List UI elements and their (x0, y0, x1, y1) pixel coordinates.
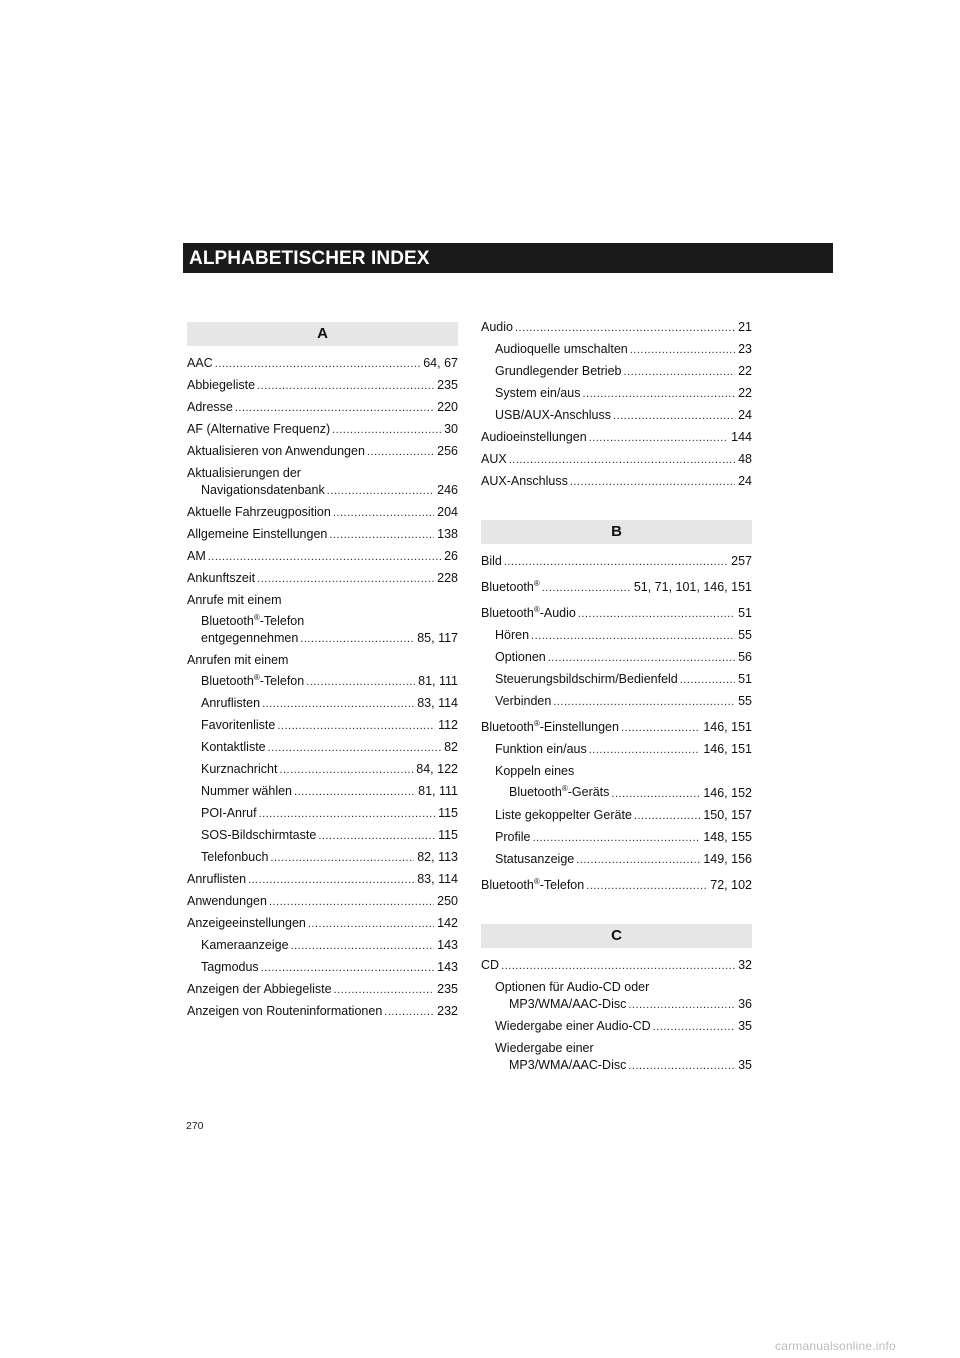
entry-label: Anzeigen von Routeninformationen (187, 1004, 383, 1019)
entry-row (481, 873, 752, 895)
entry-page-link[interactable]: 83, 114 (417, 696, 458, 711)
entry-page-link[interactable]: 235 (437, 378, 458, 392)
entry-label: POI-Anruf (201, 806, 257, 821)
entry-heading-line: Bluetooth®-Telefon (201, 613, 305, 629)
index-entry (481, 955, 752, 977)
entry-label: Bluetooth® (481, 579, 540, 595)
entry-row (481, 429, 752, 447)
entry-page-link[interactable]: 81, 111 (418, 784, 458, 799)
index-entry (187, 650, 458, 693)
dot-leader (291, 938, 435, 955)
index-entry (187, 590, 458, 650)
entry-row (201, 717, 458, 735)
entry-label: Anruflisten (187, 872, 247, 887)
entry-page-link[interactable]: 115 (438, 806, 458, 821)
index-subentry (187, 715, 458, 737)
index-entry (187, 979, 458, 1001)
entry-label: Anwendungen (187, 894, 267, 909)
entry-row (495, 385, 752, 403)
index-subentry (481, 977, 752, 1016)
entry-page-link[interactable]: 204 (437, 505, 458, 519)
index-subentry (187, 759, 458, 781)
index-subentry (187, 935, 458, 957)
entry-label: Adresse (187, 400, 233, 414)
index-subentry (187, 781, 458, 803)
dot-leader (300, 631, 414, 648)
entry-row (495, 807, 752, 825)
entry-row (201, 761, 458, 779)
dot-leader (333, 505, 434, 522)
dot-leader (269, 894, 434, 911)
entry-row (481, 319, 752, 337)
entry-page-link[interactable]: 148, 155 (703, 829, 752, 844)
index-subentry (481, 827, 752, 849)
watermark-text: carmanualsonline.info (775, 1339, 896, 1353)
dot-leader (531, 628, 735, 645)
section-letter-b: B (481, 520, 752, 544)
entry-row (495, 1018, 752, 1036)
dot-leader (548, 650, 735, 667)
entry-row (201, 739, 458, 757)
entry-label: Anruflisten (201, 696, 261, 711)
index-entry (481, 427, 752, 449)
entry-page-link[interactable]: 115 (438, 828, 458, 843)
dot-leader (270, 850, 414, 867)
entry-page-link[interactable]: 138 (437, 527, 458, 541)
registered-mark: ® (533, 719, 540, 729)
entry-row (201, 827, 458, 845)
entry-row (187, 377, 458, 395)
entry-page-link[interactable]: 146, 151 (703, 742, 752, 757)
entry-heading-line: Anrufe mit einem (187, 593, 282, 607)
dot-leader (611, 786, 700, 803)
registered-mark: ® (533, 876, 540, 886)
dot-leader (623, 364, 735, 381)
entry-row (495, 829, 752, 847)
entry-page-link[interactable]: 24 (738, 474, 752, 488)
dot-leader (384, 1004, 434, 1021)
entry-page-link[interactable]: 82 (444, 740, 458, 755)
dot-leader (501, 958, 735, 975)
index-entry (187, 546, 458, 568)
index-title: ALPHABETISCHER INDEX (189, 248, 430, 269)
entry-row (201, 849, 458, 867)
entry-heading-line: Wiedergabe einer (495, 1040, 594, 1055)
index-entry (187, 502, 458, 524)
entry-label: MP3/WMA/AAC-Disc (509, 996, 627, 1011)
dot-leader (259, 806, 435, 823)
entry-page-link[interactable]: 51 (738, 672, 752, 687)
index-subentry (481, 339, 752, 361)
entry-label: Wiedergabe einer Audio-CD (495, 1018, 651, 1033)
entry-page-link[interactable]: 150, 157 (703, 807, 752, 822)
entry-label: CD (481, 957, 500, 972)
index-subentry (481, 691, 752, 713)
entry-page-link[interactable]: 55 (738, 628, 752, 643)
entry-row (201, 937, 458, 955)
index-subentry (187, 803, 458, 825)
index-subentry (481, 361, 752, 383)
index-entry (187, 375, 458, 397)
index-entry-list (187, 353, 458, 1023)
entry-label: Favoritenliste (201, 718, 276, 733)
entry-label: AUX-Anschluss (481, 474, 568, 488)
entry-label: AM (187, 549, 206, 563)
entry-label: MP3/WMA/AAC-Disc (509, 1057, 627, 1072)
entry-page-link[interactable]: 64, 67 (423, 356, 458, 370)
registered-mark: ® (253, 673, 260, 683)
entry-label: Ankunftszeit (187, 571, 256, 585)
index-entry (481, 599, 752, 625)
entry-label: Bluetooth®-Audio (481, 605, 576, 621)
entry-page-link[interactable]: 142 (437, 916, 458, 931)
entry-row (201, 783, 458, 801)
index-entry (481, 449, 752, 471)
entry-page-link[interactable]: 48 (738, 452, 752, 466)
entry-page-link[interactable]: 35 (738, 1057, 752, 1072)
dot-leader (332, 422, 441, 439)
entry-page-link[interactable]: 144 (731, 430, 752, 444)
dot-leader (248, 872, 414, 889)
entry-label: Audioquelle umschalten (495, 342, 628, 356)
entry-row (495, 851, 752, 869)
entry-label: entgegennehmen (201, 631, 299, 646)
index-subentry (481, 625, 752, 647)
entry-row (187, 443, 458, 461)
index-subentry (481, 405, 752, 427)
entry-label: Liste gekoppelter Geräte (495, 807, 632, 822)
entry-page-link[interactable]: 228 (437, 571, 458, 585)
entry-label: Kameraanzeige (201, 938, 289, 953)
entry-row (481, 957, 752, 975)
entry-label: System ein/aus (495, 386, 581, 400)
dot-leader (542, 580, 631, 597)
index-subentry (481, 647, 752, 669)
entry-label: USB/AUX-Anschluss (495, 408, 612, 422)
entry-page-link[interactable]: 257 (731, 554, 752, 568)
index-entry (187, 524, 458, 546)
entry-row (495, 649, 752, 667)
entry-page-link[interactable]: 36 (738, 996, 752, 1011)
dot-leader (268, 740, 441, 757)
entry-row (495, 741, 752, 759)
entry-page-link[interactable]: 235 (437, 982, 458, 997)
entry-page-link[interactable]: 146, 152 (703, 785, 752, 800)
dot-leader (306, 674, 415, 691)
dot-leader (318, 828, 435, 845)
dot-leader (630, 342, 735, 359)
entry-heading-line: Koppeln eines (495, 764, 575, 779)
dot-leader (589, 742, 701, 759)
dot-leader (634, 808, 700, 825)
index-entry (187, 441, 458, 463)
entry-page-link[interactable]: 35 (738, 1018, 752, 1033)
index-subentry (481, 669, 752, 691)
entry-page-link[interactable]: 112 (438, 718, 458, 733)
section-letter-c: C (481, 924, 752, 948)
entry-row (481, 473, 752, 491)
entry-row (187, 893, 458, 911)
entry-row (481, 553, 752, 571)
entry-label: Anzeigeeinstellungen (187, 916, 306, 931)
dot-leader (653, 1019, 735, 1036)
entry-row (481, 601, 752, 623)
entry-label: Optionen (495, 650, 546, 665)
index-entry (481, 471, 752, 493)
index-subentry (187, 737, 458, 759)
entry-page-link[interactable]: 22 (738, 364, 752, 378)
index-entry-list (481, 551, 752, 897)
dot-leader (329, 527, 434, 544)
dot-leader (334, 982, 435, 999)
entry-label: Kurznachricht (201, 762, 278, 777)
entry-label: Profile (495, 829, 531, 844)
entry-row (201, 959, 458, 977)
dot-leader (628, 1058, 735, 1075)
entry-row (187, 482, 458, 500)
entry-row (187, 915, 458, 933)
entry-row (495, 671, 752, 689)
entry-page-link[interactable]: 30 (444, 422, 458, 436)
entry-label: Grundlegender Betrieb (495, 364, 622, 378)
index-subentry (187, 957, 458, 979)
entry-page-link[interactable]: 51, 71, 101, 146, 151 (633, 580, 752, 595)
entry-label: Kontaktliste (201, 740, 266, 755)
entry-label: Aktualisieren von Anwendungen (187, 444, 365, 458)
entry-row (495, 363, 752, 381)
dot-leader (308, 916, 434, 933)
entry-row (187, 981, 458, 999)
entry-label: Bluetooth®-Telefon (201, 673, 305, 689)
entry-row (187, 421, 458, 439)
entry-label: Aktuelle Fahrzeugposition (187, 505, 331, 519)
dot-leader (509, 452, 735, 469)
entry-page-link[interactable]: 26 (444, 549, 458, 563)
index-subentry (187, 693, 458, 715)
entry-page-link[interactable]: 250 (437, 894, 458, 909)
entry-page-link[interactable]: 256 (437, 444, 458, 458)
index-subentry (481, 1016, 752, 1038)
entry-page-link[interactable]: 246 (437, 483, 458, 497)
entry-label: Steuerungsbildschirm/Bedienfeld (495, 672, 678, 687)
entry-row (495, 627, 752, 645)
registered-mark: ® (253, 613, 260, 622)
entry-label: Navigationsdatenbank (201, 483, 325, 497)
entry-row (187, 871, 458, 889)
entry-row (495, 996, 752, 1014)
index-title-bar (183, 243, 833, 273)
index-entry-list (481, 317, 752, 493)
entry-page-link[interactable]: 56 (738, 650, 752, 665)
registered-mark: ® (561, 784, 568, 794)
entry-row (201, 805, 458, 823)
entry-label: AUX (481, 452, 507, 466)
entry-row (187, 669, 458, 691)
page-number: 270 (186, 1120, 204, 1132)
dot-leader (553, 694, 735, 711)
entry-row (201, 695, 458, 713)
entry-page-link[interactable]: 81, 111 (418, 674, 458, 689)
dot-leader (279, 762, 413, 779)
index-subentry (481, 761, 752, 804)
dot-leader (582, 386, 735, 403)
index-entry (481, 551, 752, 573)
entry-label: Bluetooth®-Geräts (509, 784, 610, 800)
dot-leader (208, 549, 441, 566)
index-entry (187, 568, 458, 590)
entry-page-link[interactable]: 85, 117 (417, 631, 458, 646)
entry-label: Abbiegeliste (187, 378, 256, 392)
index-subentry (481, 849, 752, 871)
index-subentry (481, 383, 752, 405)
entry-page-link[interactable]: 72, 102 (710, 877, 752, 892)
dot-leader (515, 320, 735, 337)
entry-page-link[interactable]: 24 (738, 408, 752, 422)
entry-heading-line: Aktualisierungen der (187, 466, 301, 480)
entry-page-link[interactable]: 143 (437, 960, 458, 975)
dot-leader (215, 356, 421, 373)
entry-row (187, 355, 458, 373)
index-column-left (187, 322, 458, 1023)
index-column-right (481, 317, 752, 1077)
entry-row (481, 451, 752, 469)
entry-page-link[interactable]: 232 (437, 1004, 458, 1019)
entry-page-link[interactable]: 51 (738, 606, 752, 621)
entry-row (187, 1003, 458, 1021)
section-letter-a: A (187, 322, 458, 346)
index-entry (187, 1001, 458, 1023)
entry-page-link[interactable]: 55 (738, 694, 752, 709)
dot-leader (367, 444, 434, 461)
dot-leader (628, 997, 735, 1014)
entry-label: Verbinden (495, 694, 552, 709)
dot-leader (570, 474, 735, 491)
entry-heading-line: Anrufen mit einem (187, 653, 289, 668)
dot-leader (576, 852, 700, 869)
index-entry (187, 463, 458, 502)
entry-label: Funktion ein/aus (495, 742, 587, 757)
entry-label: Anzeigen der Abbiegeliste (187, 982, 332, 997)
index-entry (481, 317, 752, 339)
entry-row (495, 780, 752, 802)
entry-page-link[interactable]: 83, 114 (417, 872, 458, 887)
entry-label: Audio (481, 320, 513, 334)
entry-row (495, 341, 752, 359)
entry-page-link[interactable]: 82, 113 (417, 850, 458, 865)
entry-label: Bild (481, 554, 502, 568)
index-subentry (481, 805, 752, 827)
entry-row (495, 1057, 752, 1075)
index-entry (481, 573, 752, 599)
index-entry (481, 713, 752, 739)
entry-page-link[interactable]: 146, 151 (703, 720, 752, 735)
entry-row (495, 407, 752, 425)
dot-leader (257, 571, 434, 588)
index-entry (187, 891, 458, 913)
entry-heading-line: Optionen für Audio-CD oder (495, 979, 650, 994)
entry-row (187, 399, 458, 417)
dot-leader (235, 400, 434, 417)
entry-label: AAC (187, 356, 213, 370)
entry-label: Allgemeine Einstellungen (187, 527, 328, 541)
dot-leader (257, 378, 434, 395)
entry-row (187, 548, 458, 566)
entry-page-link[interactable]: 23 (738, 342, 752, 356)
entry-page-link[interactable]: 149, 156 (703, 851, 752, 866)
dot-leader (578, 606, 735, 623)
entry-row (495, 693, 752, 711)
dot-leader (294, 784, 415, 801)
entry-label: Telefonbuch (201, 850, 269, 865)
dot-leader (621, 720, 700, 737)
dot-leader (586, 878, 707, 895)
dot-leader (262, 696, 414, 713)
entry-page-link[interactable]: 143 (437, 938, 458, 953)
entry-label: Hören (495, 628, 530, 643)
dot-leader (261, 960, 434, 977)
index-entry (187, 869, 458, 891)
dot-leader (613, 408, 735, 425)
index-entry (187, 419, 458, 441)
dot-leader (327, 483, 434, 500)
entry-page-link[interactable]: 22 (738, 386, 752, 400)
dot-leader (532, 830, 700, 847)
entry-label: Tagmodus (201, 960, 259, 975)
entry-label: AF (Alternative Frequenz) (187, 422, 331, 436)
registered-mark: ® (533, 605, 540, 615)
entry-row (187, 526, 458, 544)
entry-page-link[interactable]: 32 (738, 957, 752, 972)
index-entry (187, 913, 458, 935)
index-subentry (481, 1038, 752, 1077)
entry-page-link[interactable]: 21 (738, 320, 752, 334)
dot-leader (680, 672, 735, 689)
entry-label: SOS-Bildschirmtaste (201, 828, 317, 843)
index-entry (187, 353, 458, 375)
entry-row (187, 630, 458, 648)
entry-label: Nummer wählen (201, 784, 293, 799)
index-entry (481, 871, 752, 897)
entry-label: Bluetooth®-Telefon (481, 876, 585, 892)
index-subentry (187, 847, 458, 869)
registered-mark: ® (533, 579, 540, 588)
entry-page-link[interactable]: 220 (437, 400, 458, 414)
index-subentry (187, 825, 458, 847)
entry-row (187, 504, 458, 522)
dot-leader (277, 718, 435, 735)
dot-leader (589, 430, 729, 447)
dot-leader (504, 554, 728, 571)
index-entry-list (481, 955, 752, 1077)
entry-label: Audioeinstellungen (481, 430, 587, 444)
entry-page-link[interactable]: 84, 122 (416, 762, 458, 777)
entry-label: Statusanzeige (495, 851, 575, 866)
index-entry (187, 397, 458, 419)
index-subentry (481, 739, 752, 761)
entry-label: Bluetooth®-Einstellungen (481, 719, 619, 735)
entry-row (187, 570, 458, 588)
entry-row (481, 575, 752, 597)
entry-row (481, 715, 752, 737)
